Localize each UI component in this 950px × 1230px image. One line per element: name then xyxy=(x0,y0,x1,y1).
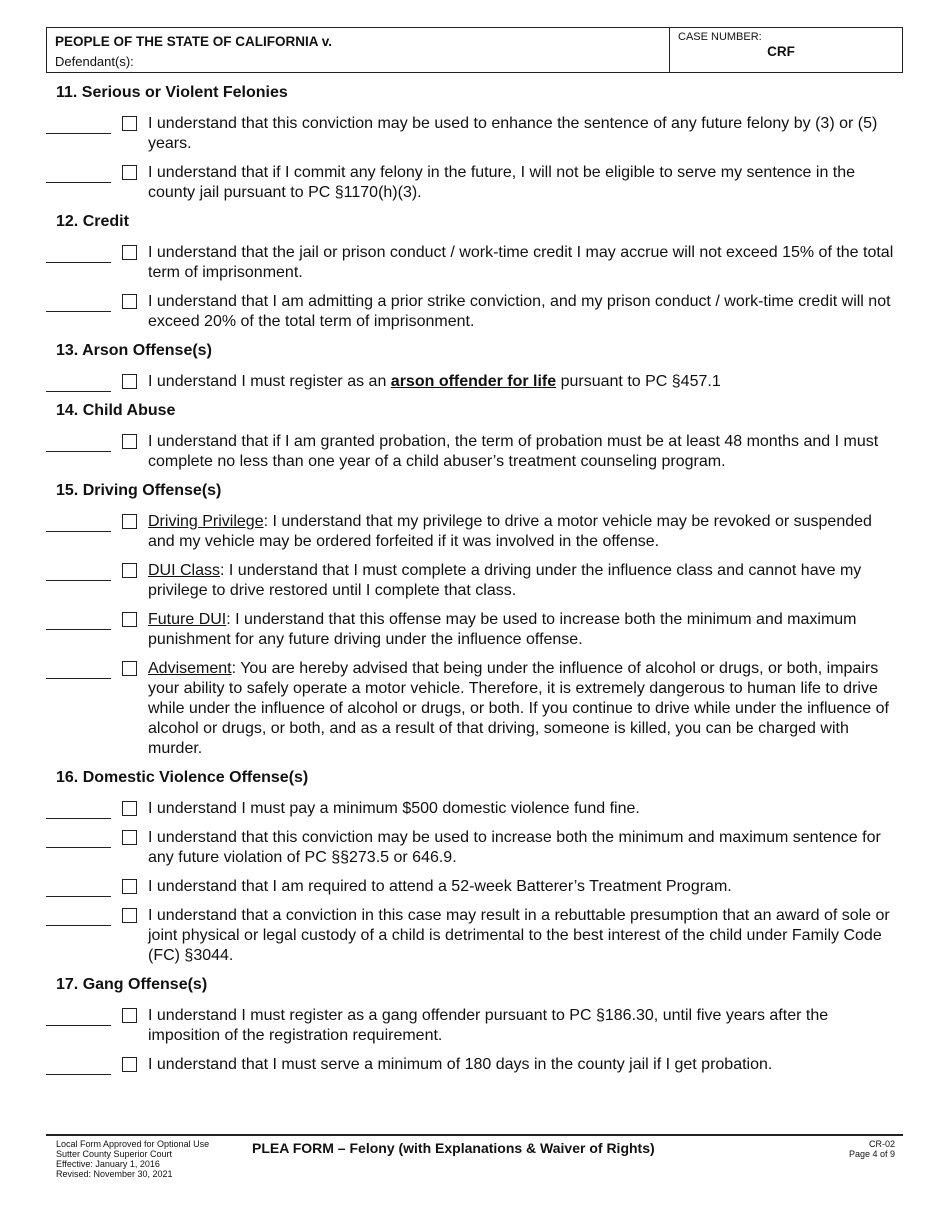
initials-line[interactable] xyxy=(46,292,111,312)
section-credit xyxy=(46,212,896,332)
item-text xyxy=(148,610,896,650)
item-text xyxy=(148,512,896,552)
item-text-post: pursuant to PC §457.1 xyxy=(556,373,721,390)
case-number-value: CRF xyxy=(767,44,795,59)
section-serious-violent-felonies xyxy=(46,83,896,203)
item-label: Advisement xyxy=(148,660,232,677)
list-item xyxy=(46,243,896,283)
item-text: I understand that I am admitting a prior strike conviction, and my prison conduct / work-time credit will not exceed 20% of the total term of imprisonment. xyxy=(148,293,891,330)
item-text: I understand I must register as a gang offender pursuant to PC §186.30, until five years after the imposition of the registration requirement. xyxy=(148,1007,829,1044)
checkbox[interactable] xyxy=(122,165,137,180)
list-item xyxy=(46,561,896,601)
section-domestic-violence xyxy=(46,768,896,966)
list-item xyxy=(46,828,896,868)
people-title: PEOPLE OF THE STATE OF CALIFORNIA v. xyxy=(55,34,333,49)
initials-line[interactable] xyxy=(46,512,111,532)
footer-left-line: Sutter County Superior Court xyxy=(56,1149,173,1159)
initials-line[interactable] xyxy=(46,799,111,819)
initials-line[interactable] xyxy=(46,906,111,926)
footer-left-line: Local Form Approved for Optional Use xyxy=(56,1139,210,1149)
checkbox[interactable] xyxy=(122,374,137,389)
item-text: I understand that I must serve a minimum of 180 days in the county jail if I get probation. xyxy=(148,1056,773,1073)
footer-divider xyxy=(46,1134,903,1136)
item-text: I understand I must pay a minimum $500 domestic violence fund fine. xyxy=(148,800,640,817)
checkbox[interactable] xyxy=(122,245,137,260)
checkbox[interactable] xyxy=(122,1057,137,1072)
section-title: 13. Arson Offense(s) xyxy=(56,342,212,359)
footer-form-title: PLEA FORM – Felony (with Explanations & Waiver of Rights) xyxy=(252,1140,655,1156)
item-body: : I understand that this offense may be used to increase both the minimum and maximum punishment for any future driving under the influence offense. xyxy=(148,611,857,648)
checkbox[interactable] xyxy=(122,908,137,923)
section-title: 15. Driving Offense(s) xyxy=(56,482,222,499)
list-item xyxy=(46,659,896,759)
item-label: Driving Privilege xyxy=(148,513,264,530)
section-title: 11. Serious or Violent Felonies xyxy=(56,84,288,101)
checkbox[interactable] xyxy=(122,116,137,131)
footer-left-line: Revised: November 30, 2021 xyxy=(56,1169,173,1179)
item-text xyxy=(148,372,896,392)
checkbox[interactable] xyxy=(122,563,137,578)
list-item xyxy=(46,799,896,819)
form-content xyxy=(46,83,896,1084)
initials-line[interactable] xyxy=(46,243,111,263)
initials-line[interactable] xyxy=(46,877,111,897)
list-item xyxy=(46,906,896,966)
checkbox[interactable] xyxy=(122,661,137,676)
initials-line[interactable] xyxy=(46,114,111,134)
list-item xyxy=(46,877,896,897)
list-item xyxy=(46,292,896,332)
list-item xyxy=(46,432,896,472)
initials-line[interactable] xyxy=(46,432,111,452)
initials-line[interactable] xyxy=(46,1055,111,1075)
initials-line[interactable] xyxy=(46,372,111,392)
list-item xyxy=(46,163,896,203)
section-title: 16. Domestic Violence Offense(s) xyxy=(56,769,309,786)
item-body: : You are hereby advised that being under the influence of alcohol or drugs, or both, impairs your ability to safely operate a motor vehicle. Therefore, it is extremely dangerous to human life to drive while under the influence of alcohol or drugs, or both. If you continue to drive while under the influence of alcohol or drugs, or both, and as a result of that driving, someone is killed, you can be charged with murder. xyxy=(148,660,889,757)
footer-form-info xyxy=(56,1139,209,1179)
checkbox[interactable] xyxy=(122,801,137,816)
section-arson xyxy=(46,341,896,392)
form-code: CR-02 xyxy=(868,1139,895,1149)
item-text: I understand that this conviction may be used to increase both the minimum and maximum sentence for any future violation of PC §§273.5 or 646.9. xyxy=(148,829,881,866)
footer-left-line: Effective: January 1, 2016 xyxy=(56,1159,160,1169)
item-text xyxy=(148,561,896,601)
arson-offender-emphasis: arson offender for life xyxy=(390,373,557,390)
section-title: 14. Child Abuse xyxy=(56,402,176,419)
initials-line[interactable] xyxy=(46,163,111,183)
item-label: DUI Class xyxy=(148,562,221,579)
list-item xyxy=(46,114,896,154)
checkbox[interactable] xyxy=(122,294,137,309)
section-child-abuse xyxy=(46,401,896,472)
checkbox[interactable] xyxy=(122,434,137,449)
initials-line[interactable] xyxy=(46,610,111,630)
section-gang xyxy=(46,975,896,1075)
case-header xyxy=(46,27,903,73)
item-text-pre: I understand I must register as an xyxy=(148,373,391,390)
case-number-box xyxy=(670,28,902,72)
item-label: Future DUI xyxy=(148,611,227,628)
item-text: I understand that the jail or prison conduct / work-time credit I may accrue will not exceed 15% of the total term of imprisonment. xyxy=(148,244,894,281)
item-body: : I understand that my privilege to drive a motor vehicle may be revoked or suspended and my vehicle may be ordered forfeited if it was involved in the offense. xyxy=(148,513,872,550)
case-number-label: CASE NUMBER: xyxy=(678,31,762,43)
list-item xyxy=(46,512,896,552)
item-text: I understand that I am required to attend a 52-week Batterer’s Treatment Program. xyxy=(148,878,732,895)
list-item xyxy=(46,1055,896,1075)
initials-line[interactable] xyxy=(46,561,111,581)
section-title: 17. Gang Offense(s) xyxy=(56,976,208,993)
initials-line[interactable] xyxy=(46,659,111,679)
section-driving xyxy=(46,481,896,759)
page-number: Page 4 of 9 xyxy=(848,1149,895,1159)
defendant-label: Defendant(s): xyxy=(55,54,134,69)
checkbox[interactable] xyxy=(122,612,137,627)
footer-page-info xyxy=(849,1139,895,1159)
list-item xyxy=(46,372,896,392)
initials-line[interactable] xyxy=(46,828,111,848)
item-text xyxy=(148,659,896,759)
item-text: I understand that if I am granted probation, the term of probation must be at least 48 months and I must complete no less than one year of a child abuser’s treatment counseling program. xyxy=(148,433,879,470)
item-text: I understand that a conviction in this case may result in a rebuttable presumption that an award of sole or joint physical or legal custody of a child is detrimental to the best interest of the child under Family Code (FC) §3044. xyxy=(148,907,890,964)
checkbox[interactable] xyxy=(122,830,137,845)
checkbox[interactable] xyxy=(122,514,137,529)
initials-line[interactable] xyxy=(46,1006,111,1026)
item-text: I understand that this conviction may be used to enhance the sentence of any future felony by (3) or (5) years. xyxy=(148,115,878,152)
item-body: : I understand that I must complete a driving under the influence class and cannot have my privilege to drive restored until I complete that class. xyxy=(148,562,862,599)
list-item xyxy=(46,610,896,650)
checkbox[interactable] xyxy=(122,879,137,894)
list-item xyxy=(46,1006,896,1046)
checkbox[interactable] xyxy=(122,1008,137,1023)
section-title: 12. Credit xyxy=(56,213,129,230)
item-text: I understand that if I commit any felony in the future, I will not be eligible to serve my sentence in the county jail pursuant to PC §1170(h)(3). xyxy=(148,164,856,201)
case-caption xyxy=(47,28,670,72)
